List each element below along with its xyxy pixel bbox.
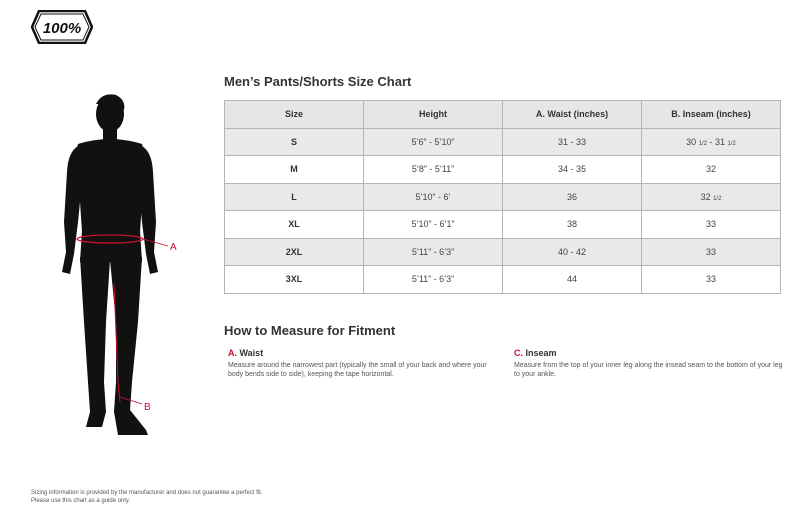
body-silhouette [50,92,200,452]
table-row [225,128,781,156]
inseam-name: Inseam [525,348,557,358]
inseam-instructions [514,348,784,379]
inseam-cell [642,238,781,266]
waist-cell: 38 [503,211,642,239]
header-size: Size [225,101,364,129]
table-row [225,183,781,211]
disclaimer-line: Please use this chart as a guide only. [31,498,130,504]
table-row [225,238,781,266]
inseam-description: Measure from the top of your inner leg along the insead seam to the bottom of your leg to your ankle. [514,362,783,378]
height-cell: 5’10” - 6’ [364,183,503,211]
inseam-whole: 30 [686,136,697,147]
size-table [224,100,781,294]
measure-section-title: How to Measure for Fitment [224,323,396,338]
inseam-range: - 31 [707,136,726,147]
brand-logo [31,10,93,44]
inseam-whole: 33 [705,274,716,285]
height-cell: 5’8” - 5’11” [364,156,503,184]
height-cell: 5’6” - 5’10” [364,128,503,156]
inseam-cell [642,183,781,211]
inseam-cell [642,128,781,156]
waist-description: Measure around the narrowest part (typically the small of your back and where your body bends side to side), keeping the tape horizontal. [228,362,487,378]
table-row [225,266,781,294]
height-cell: 5’10” - 6’1” [364,211,503,239]
inseam-marker-label: B [144,402,151,413]
inseam-whole: 32 [705,164,716,175]
waist-cell: 31 - 33 [503,128,642,156]
waist-instructions [228,348,498,379]
size-cell: M [225,156,364,184]
inseam-fraction: 1/2 [713,195,722,202]
inseam-whole: 32 [700,191,711,202]
size-cell: 2XL [225,238,364,266]
waist-cell: 40 - 42 [503,238,642,266]
waist-name: Waist [239,348,264,358]
table-header-row [225,101,781,129]
inseam-fraction-2: 1/2 [727,140,736,147]
size-cell: XL [225,211,364,239]
inseam-letter: C. [514,348,523,358]
size-cell: S [225,128,364,156]
waist-cell: 34 - 35 [503,156,642,184]
header-inseam: B. Inseam (inches) [642,101,781,129]
size-cell: L [225,183,364,211]
table-row [225,211,781,239]
size-cell: 3XL [225,266,364,294]
brand-logo-text: 100% [42,20,82,37]
waist-heading [228,348,498,358]
waist-letter: A. [228,348,237,358]
inseam-whole: 33 [705,219,716,230]
disclaimer-line: Sizing information is provided by the manufacturer and does not guarantee a perfect fit. [31,490,263,496]
height-cell: 5’11” - 6’3” [364,238,503,266]
table-row [225,156,781,184]
disclaimer [31,489,351,505]
waist-marker-label: A [170,242,177,253]
inseam-cell [642,266,781,294]
header-height: Height [364,101,503,129]
inseam-cell [642,211,781,239]
inseam-cell [642,156,781,184]
inseam-heading [514,348,784,358]
chart-title: Men’s Pants/Shorts Size Chart [224,74,412,89]
height-cell: 5’11” - 6’3” [364,266,503,294]
inseam-whole: 33 [705,246,716,257]
inseam-fraction: 1/2 [698,140,707,147]
header-waist: A. Waist (inches) [503,101,642,129]
waist-cell: 44 [503,266,642,294]
waist-cell: 36 [503,183,642,211]
